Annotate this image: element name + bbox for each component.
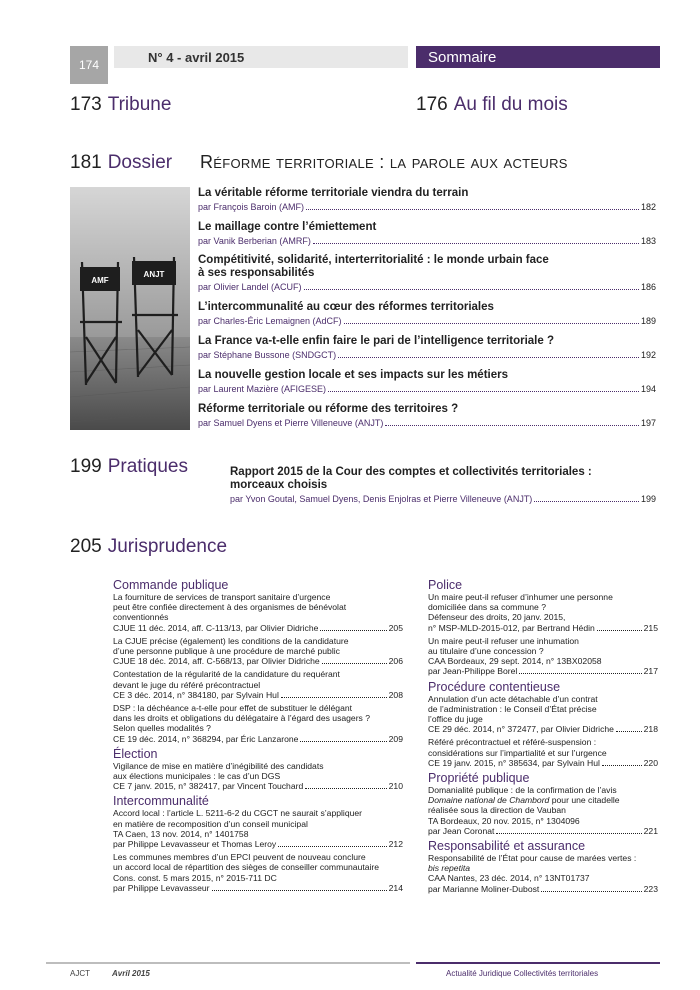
footer-date: Avril 2015 — [112, 969, 150, 978]
article-author: par Laurent Mazière (AFIGESE) — [198, 384, 327, 394]
section-dossier[interactable] — [70, 152, 172, 174]
article-title: Le maillage contre l’émiettement — [198, 221, 377, 233]
chair-label-anjt: ANJT — [143, 270, 165, 279]
case-summary[interactable]: Les communes membres d’un EPCI peuvent de nouveau conclure un accord local de répartition des sièges de conseiller communautaire Cons. const. 5 mars 2015, n° 2015-711 DC — [113, 852, 380, 883]
article-page: 189 — [640, 316, 656, 326]
category-intercommunalite: Intercommunalité — [113, 794, 209, 809]
case-reference[interactable]: par Jean-Philippe Borel 217 — [428, 666, 658, 677]
issue-label: N° 4 - avril 2015 — [114, 46, 408, 68]
case-summary[interactable]: Responsabilité de l’État pour cause de marées vertes : bis repetita CAA Nantes, 23 déc. 2014, n° 13NT01737 — [428, 853, 637, 884]
dossier-title: Réforme territoriale : la parole aux acteurs — [200, 152, 568, 172]
article-title: Réforme territoriale ou réforme des territoires ? — [198, 403, 459, 415]
article-title: La nouvelle gestion locale et ses impacts sur les métiers — [198, 369, 508, 381]
case-reference[interactable]: par Jean Coronat 221 — [428, 825, 658, 836]
article-author: par Charles-Éric Lemaignen (AdCF) — [198, 316, 342, 326]
case-summary[interactable]: DSP : la déchéance a-t-elle pour effet de substituer le délégant dans les droits et obligations du délégataire à l’égard des usagers ? Selon quelles modalités ? — [113, 703, 371, 734]
article-title-line2: morceaux choisis — [230, 479, 328, 491]
category-responsabilite: Responsabilité et assurance — [428, 839, 586, 854]
article-author: par Stéphane Bussone (SNDGCT) — [198, 350, 337, 360]
case-reference[interactable]: par Philippe Levavasseur 214 — [113, 882, 403, 893]
dossier-article[interactable] — [198, 254, 656, 292]
case-reference[interactable]: CE 19 déc. 2014, n° 368294, par Éric Lanzarone 209 — [113, 733, 403, 744]
section-pratiques[interactable] — [70, 456, 188, 478]
case-summary[interactable]: Accord local : l’article L. 5211-6-2 du CGCT ne saurait s’appliquer en matière de recomposition d’un conseil municipal TA Caen, 13 nov. 2014, n° 1401758 — [113, 808, 363, 839]
case-reference[interactable]: CJUE 18 déc. 2014, aff. C-568/13, par Olivier Didriche 206 — [113, 656, 403, 667]
article-title: Rapport 2015 de la Cour des comptes et collectivités territoriales : — [230, 466, 592, 478]
pratiques-article[interactable] — [230, 466, 656, 504]
case-summary[interactable]: Référé précontractuel et référé-suspension : considérations sur l’impartialité et sur l’urgence — [428, 737, 607, 758]
article-page: 182 — [640, 202, 656, 212]
dossier-article[interactable] — [198, 187, 656, 212]
footer-divider-left — [46, 962, 410, 964]
case-reference[interactable]: n° MSP-MLD-2015-012, par Bertrand Hédin 215 — [428, 622, 658, 633]
section-name: Tribune — [107, 94, 172, 115]
case-reference[interactable]: CE 3 déc. 2014, n° 384180, par Sylvain Hul 208 — [113, 689, 403, 700]
category-propriete-publique: Propriété publique — [428, 771, 530, 786]
jurisprudence-left-column — [113, 576, 403, 896]
case-summary[interactable]: Un maire peut-il refuser d’inhumer une personne domiciliée dans sa commune ? Défenseur des droits, 20 janv. 2015, — [428, 592, 613, 623]
article-author: par Vanik Berberian (AMRF) — [198, 236, 311, 246]
section-name: Au fil du mois — [453, 94, 568, 115]
dossier-article[interactable] — [198, 221, 656, 246]
case-reference[interactable]: CE 29 déc. 2014, n° 372477, par Olivier Didriche 218 — [428, 724, 658, 735]
dossier-article[interactable] — [198, 403, 656, 428]
section-name: Jurisprudence — [107, 536, 228, 557]
article-title: L’intercommunalité au cœur des réformes territoriales — [198, 301, 494, 313]
dossier-photo — [70, 187, 190, 430]
category-commande-publique: Commande publique — [113, 578, 229, 592]
dossier-article[interactable] — [198, 369, 656, 394]
section-number: 173 — [70, 94, 102, 115]
page-number: 174 — [70, 46, 108, 84]
case-summary[interactable]: Domanialité publique : de la confirmation de l’avis Domaine national de Chambord pour une citadelle réalisée sous la direction de Vauban TA Bordeaux, 20 nov. 2015, n° 1304096 — [428, 785, 620, 826]
article-author: par Samuel Dyens et Pierre Villeneuve (ANJT) — [198, 418, 384, 428]
case-reference[interactable]: par Philippe Levavasseur et Thomas Leroy 212 — [113, 839, 403, 850]
jurisprudence-right-column — [428, 576, 658, 897]
article-page: 197 — [640, 418, 656, 428]
article-author: par Yvon Goutal, Samuel Dyens, Denis Enjolras et Pierre Villeneuve (ANJT) — [230, 494, 533, 504]
case-summary[interactable]: La fourniture de services de transport sanitaire d’urgence peut être confiée directement à des organismes de bénévolat conventionnés — [113, 592, 347, 623]
article-page: 194 — [640, 384, 656, 394]
footer-divider-right — [416, 962, 660, 964]
category-election: Élection — [113, 746, 158, 761]
article-author: par François Baroin (AMF) — [198, 202, 305, 212]
section-jurisprudence[interactable] — [70, 536, 227, 558]
article-page: 192 — [640, 350, 656, 360]
footer-journal: AJCT — [70, 969, 90, 978]
case-reference[interactable]: par Marianne Moliner-Dubost 223 — [428, 883, 658, 894]
case-summary[interactable]: Vigilance de mise en matière d’inégibilité des candidats aux élections municipales : le cas d’un DGS — [113, 760, 324, 782]
article-title-line2: à ses responsabilités — [198, 267, 315, 279]
case-summary[interactable]: Un maire peut-il refuser une inhumation au titulaire d’une concession ? CAA Bordeaux, 29 sept. 2014, n° 13BX02058 — [428, 635, 602, 667]
dossier-article[interactable] — [198, 335, 656, 360]
chair-label-amf: AMF — [91, 276, 109, 285]
footer-publication: Actualité Juridique Collectivités territoriales — [446, 969, 599, 978]
case-reference[interactable]: CE 19 janv. 2015, n° 385634, par Sylvain Hul 220 — [428, 757, 658, 768]
section-tribune[interactable] — [70, 94, 171, 116]
article-page: 186 — [640, 282, 656, 292]
section-header: Sommaire — [416, 46, 660, 68]
category-procedure-contentieuse: Procédure contentieuse — [428, 679, 561, 694]
section-au-fil-du-mois[interactable] — [416, 94, 568, 116]
article-title: La France va-t-elle enfin faire le pari de l’intelligence territoriale ? — [198, 335, 554, 347]
article-title: La véritable réforme territoriale viendra du terrain — [198, 187, 469, 199]
article-title: Compétitivité, solidarité, interterritorialité : le monde urbain face — [198, 254, 549, 266]
section-number: 199 — [70, 456, 102, 477]
article-page: 199 — [640, 494, 656, 504]
case-summary[interactable]: La CJUE précise (également) les conditions de la candidature d’une personne publique à une procédure de marché public — [113, 635, 349, 657]
case-summary[interactable]: Annulation d’un acte détachable d’un contrat de l’administration : le Conseil d’État précise l’office du juge — [428, 693, 598, 725]
section-number: 176 — [416, 94, 448, 115]
case-reference[interactable]: CJUE 11 déc. 2014, aff. C-113/13, par Olivier Didriche 205 — [113, 622, 403, 633]
article-author: par Olivier Landel (ACUF) — [198, 282, 302, 292]
section-name: Dossier — [107, 152, 173, 173]
section-number: 181 — [70, 152, 102, 173]
case-reference[interactable]: CE 7 janv. 2015, n° 382417, par Vincent Touchard 210 — [113, 781, 403, 792]
case-summary[interactable]: Contestation de la régularité de la candidature du requérant devant le juge du référé précontractuel — [113, 669, 340, 690]
category-police: Police — [428, 578, 463, 592]
section-number: 205 — [70, 536, 102, 557]
article-page: 183 — [640, 236, 656, 246]
section-name: Pratiques — [107, 456, 188, 477]
dossier-article[interactable] — [198, 301, 656, 326]
